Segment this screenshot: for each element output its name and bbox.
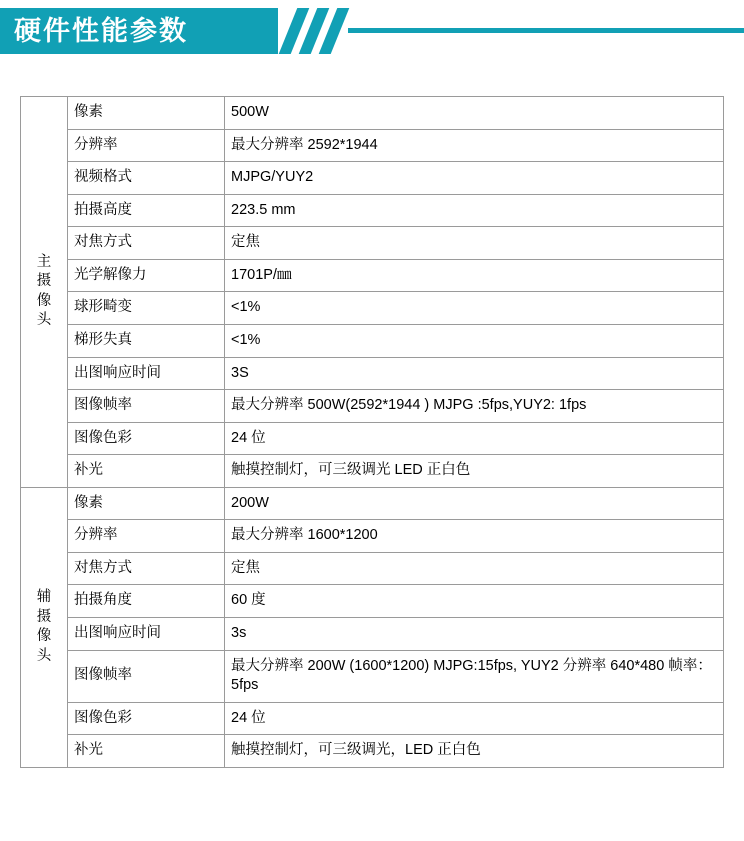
row-value: 60 度 bbox=[225, 585, 724, 618]
row-label: 光学解像力 bbox=[68, 259, 225, 292]
row-label: 补光 bbox=[68, 455, 225, 488]
row-value: <1% bbox=[225, 292, 724, 325]
table-row bbox=[21, 455, 724, 488]
row-value: MJPG/YUY2 bbox=[225, 162, 724, 195]
table-row bbox=[21, 129, 724, 162]
table-row bbox=[21, 552, 724, 585]
table-row bbox=[21, 357, 724, 390]
row-label: 分辨率 bbox=[68, 520, 225, 553]
group-label-secondary-camera bbox=[21, 487, 68, 767]
table-row bbox=[21, 487, 724, 520]
table-row bbox=[21, 227, 724, 260]
spec-table bbox=[20, 96, 724, 768]
table-row bbox=[21, 324, 724, 357]
row-label: 分辨率 bbox=[68, 129, 225, 162]
row-value: 1701P/㎜ bbox=[225, 259, 724, 292]
row-label: 像素 bbox=[68, 97, 225, 130]
row-label: 球形畸变 bbox=[68, 292, 225, 325]
row-value: 200W bbox=[225, 487, 724, 520]
group-char: 摄 bbox=[36, 273, 52, 290]
row-value: 最大分辨率 1600*1200 bbox=[225, 520, 724, 553]
row-label: 图像帧率 bbox=[68, 650, 225, 702]
row-value: 定焦 bbox=[225, 227, 724, 260]
row-value: 最大分辨率 200W (1600*1200) MJPG:15fps, YUY2 分辨率 640*480 帧率：5fps bbox=[225, 650, 724, 702]
table-row bbox=[21, 702, 724, 735]
row-value: 最大分辨率 500W(2592*1944 ) MJPG :5fps,YUY2: 1fps bbox=[225, 390, 724, 423]
group-label-main-camera bbox=[21, 97, 68, 488]
row-value: 触摸控制灯，可三级调光，LED 正白色 bbox=[225, 735, 724, 768]
row-value: 定焦 bbox=[225, 552, 724, 585]
group-char: 头 bbox=[36, 312, 52, 329]
row-label: 拍摄高度 bbox=[68, 194, 225, 227]
table-row bbox=[21, 259, 724, 292]
table-row bbox=[21, 194, 724, 227]
row-label: 图像色彩 bbox=[68, 702, 225, 735]
table-row bbox=[21, 520, 724, 553]
table-row bbox=[21, 162, 724, 195]
row-value: 触摸控制灯，可三级调光 LED 正白色 bbox=[225, 455, 724, 488]
group-char: 像 bbox=[36, 292, 52, 309]
table-row bbox=[21, 422, 724, 455]
row-value: 最大分辨率 2592*1944 bbox=[225, 129, 724, 162]
row-value: 3s bbox=[225, 618, 724, 651]
spec-table-container bbox=[20, 96, 724, 768]
row-value: <1% bbox=[225, 324, 724, 357]
row-label: 出图响应时间 bbox=[68, 357, 225, 390]
table-row bbox=[21, 390, 724, 423]
group-char: 辅 bbox=[36, 589, 52, 606]
table-row bbox=[21, 650, 724, 702]
row-value: 223.5 mm bbox=[225, 194, 724, 227]
row-label: 拍摄角度 bbox=[68, 585, 225, 618]
row-label: 对焦方式 bbox=[68, 552, 225, 585]
table-row bbox=[21, 292, 724, 325]
row-value: 24 位 bbox=[225, 702, 724, 735]
table-row bbox=[21, 97, 724, 130]
table-row bbox=[21, 618, 724, 651]
row-value: 3S bbox=[225, 357, 724, 390]
row-label: 视频格式 bbox=[68, 162, 225, 195]
page-header bbox=[0, 0, 744, 70]
row-label: 对焦方式 bbox=[68, 227, 225, 260]
header-rule bbox=[348, 28, 744, 33]
row-label: 出图响应时间 bbox=[68, 618, 225, 651]
spec-table-body bbox=[21, 97, 724, 768]
group-char: 像 bbox=[36, 628, 52, 645]
table-row bbox=[21, 735, 724, 768]
table-row bbox=[21, 585, 724, 618]
row-label: 图像帧率 bbox=[68, 390, 225, 423]
group-char: 摄 bbox=[36, 608, 52, 625]
row-value: 500W bbox=[225, 97, 724, 130]
row-label: 补光 bbox=[68, 735, 225, 768]
row-label: 图像色彩 bbox=[68, 422, 225, 455]
group-char: 主 bbox=[36, 253, 52, 270]
page-title: 硬件性能参数 bbox=[14, 16, 188, 46]
row-label: 梯形失真 bbox=[68, 324, 225, 357]
group-char: 头 bbox=[36, 647, 52, 664]
row-label: 像素 bbox=[68, 487, 225, 520]
row-value: 24 位 bbox=[225, 422, 724, 455]
